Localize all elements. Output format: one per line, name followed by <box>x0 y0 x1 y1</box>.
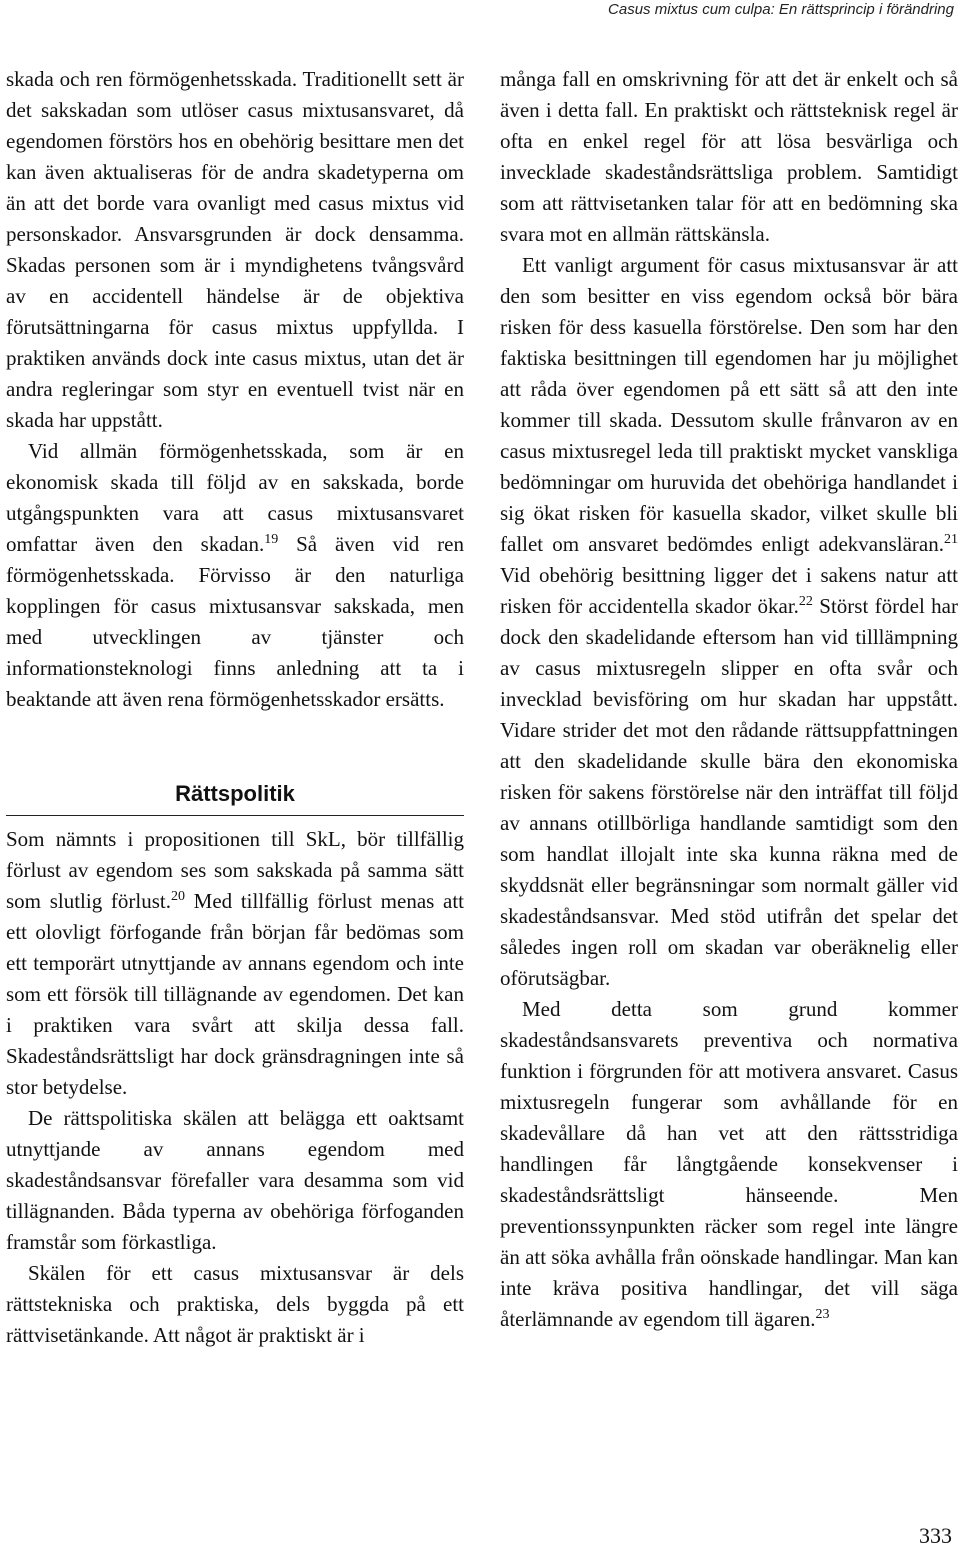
left-paragraph-1: skada och ren förmögenhetsskada. Traditionellt sett är det sakskadan som utlöser casus mixtusansvaret, då egendomen förstörs hos en obehörig besittare men det kan även aktualiseras för de andra skadetyperna om än att det borde vara ovanligt med casus mixtus vid personskador. Ansvarsgrunden är dock densamma. Skadas personen som är i myndighetens tvångsvård av en accidentell händelse är de objektiva förutsättningarna för casus mixtus uppfyllda. I praktiken används dock inte casus mixtus, utan det är andra regleringar som styr en eventuell tvist när en skada har uppstått. <box>6 67 464 432</box>
running-head: Casus mixtus cum culpa: En rättsprincip i förändring <box>608 1 954 18</box>
left-paragraph-3: Som nämnts i propositionen till SkL, bör tillfällig förlust av egendom ses som sakskada på samma sätt som slutlig förlust.$^{20}$ Med tillfällig förlust menas att ett olovligt förfogande från början får bedömas som ett temporärt utnyttjande av annans egendom och inte som ett försök till tillägnande av egendomen. Det kan i praktiken vara svårt att skilja dessa fall. Skadeståndsrättsligt har dock gränsdragningen inte så stor betydelse. <box>6 827 464 1099</box>
right-column <box>500 64 958 1335</box>
left-column <box>6 64 464 1351</box>
section-heading-block <box>6 779 464 816</box>
page-number: 333 <box>919 1523 952 1548</box>
left-paragraph-5: Skälen för ett casus mixtusansvar är dels rättstekniska och praktiska, dels byggda på ett rättvisetänkande. Att något är praktiskt är i <box>6 1261 464 1347</box>
footnote-ref-19[interactable]: 19 <box>264 532 279 547</box>
footnote-ref-21[interactable]: 21 <box>944 532 958 547</box>
footnote-ref-23[interactable]: 23 <box>815 1307 830 1322</box>
footnote-ref-22[interactable]: 22 <box>798 594 813 609</box>
left-paragraph-4: De rättspolitiska skälen att belägga ett oaktsamt utnyttjande av annans egendom med skadeståndsansvar förefaller vara desamma som vid tillägnanden. Båda typerna av obehöriga förfoganden framstår som förkastliga. <box>6 1106 464 1254</box>
right-paragraph-3: Med detta som grund kommer skadeståndsansvarets preventiva och normativa funktion i förgrunden för att motivera ansvaret. Casus mixtusregeln fungerar som avhållande för en skadevållare då han vet att den rättsstridiga handlingen får långtgående konsekvenser i skadeståndsrättsligt hänseende. Men preventionssynpunkten räcker som regel inte längre än att söka avhålla från oönskade handlingar. Man kan inte kräva positiva handlingar, det vill säga återlämnande av egendom till ägaren.$^{23}$ <box>500 997 958 1331</box>
heading-rule <box>6 815 464 816</box>
footnote-ref-20[interactable]: 20 <box>170 889 185 904</box>
right-paragraph-1: många fall en omskrivning för att det är enkelt och så även i detta fall. En praktiskt och rättsteknisk regel är ofta en enkel regel för att lösa besvärliga och invecklade skadeståndsrättsliga problem. Samtidigt som att rättvisetanken talar för att en bedömning ska svara mot en allmän rättskänsla. <box>500 67 958 246</box>
right-paragraph-2: Ett vanligt argument för casus mixtusansvar är att den som besitter en viss egendom också bör bära risken för dess kasuella förstörelse. Den som har den faktiska besittningen till egendomen har ju möjlighet att råda över egendomen på ett sätt så att den inte kommer till skada. Dessutom skulle frånvaron av en casus mixtusregel leda till praktiskt mycket vanskliga bedömningar om huruvida det obehöriga handlandet i sig ökat risken för kasuella skador, vilket skulle bli fallet om ansvaret bedömdes enligt adekvansläran.$^{21}$ Vid obehörig besittning ligger det i sakens natur att risken för accidentella skador ökar.$^{22}$ Störst fördel har dock den skadelidande eftersom han vid tilllämpning av casus mixtusregeln slipper en ofta svår och invecklad bevisföring om hur skadan har uppstått. Vidare strider det mot den rådande rättsuppfattningen att den skadelidande skulle bära den ekonomiska risken för sakens förstörelse när den inträffat till följd av annans otillbörliga handlande samtidigt som den som handlat illojalt inte ska kunna räkna med de skyddsnät eller begränsningar som normalt gäller vid skadeståndsansvar. Med stöd utifrån det spelar det således ingen roll om skadan var oberäknelig eller oförutsägbar. <box>500 253 958 990</box>
left-paragraph-2: Vid allmän förmögenhetsskada, som är en ekonomisk skada till följd av en sakskada, borde utgångspunkten vara att casus mixtusansvaret omfattar även den skadan.$^{19}$ Så även vid ren förmögenhetsskada. Förvisso är den naturliga kopplingen för casus mixtusansvar sakskada, men med utvecklingen av tjänster och informationsteknologi finns anledning att ta i beaktande att även rena förmögenhetsskador ersätts. <box>6 439 464 711</box>
section-heading: Rättspolitik <box>175 781 295 806</box>
